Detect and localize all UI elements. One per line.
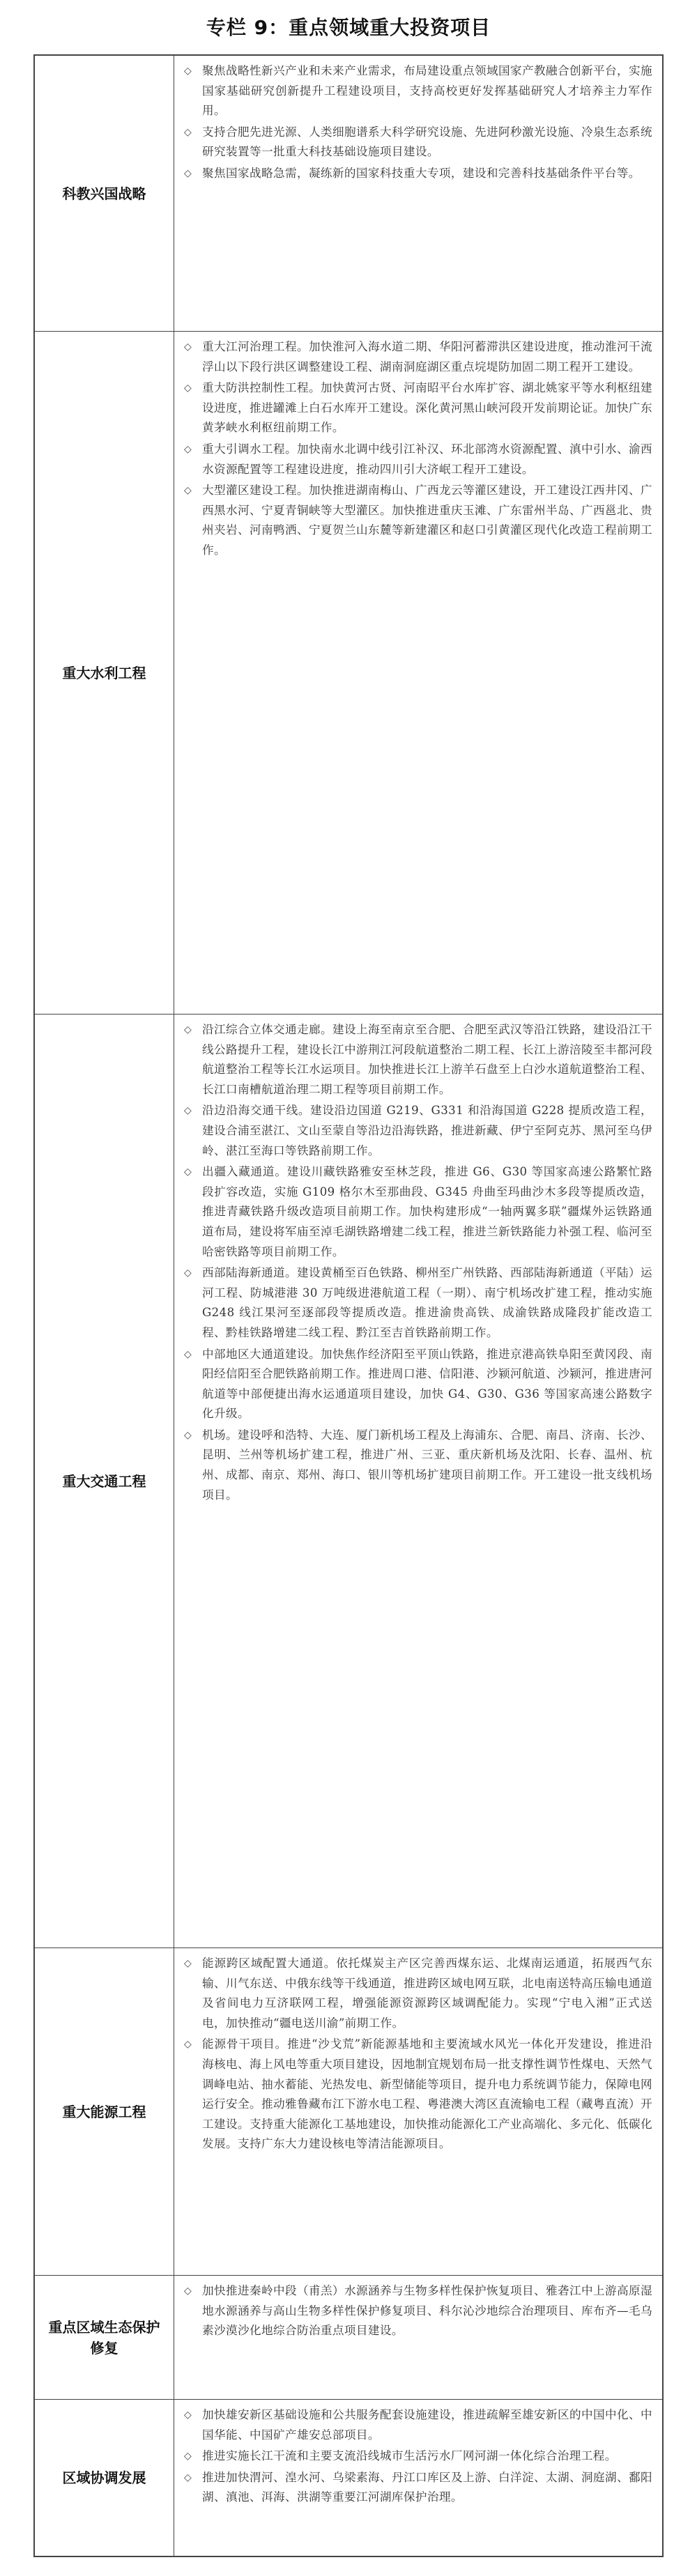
row-content <box>174 1015 662 1948</box>
list-item <box>184 2035 652 2154</box>
diamond-bullet-icon: ◇ <box>184 2409 192 2421</box>
item-text: 沿边沿海交通干线。建设沿边国道 G219、G331 和沿海国道 G228 提质改造工程，建设合浦至湛江、文山至蒙自等沿边沿海铁路，推进新藏、伊宁至阿克苏、黑河至乌伊岭、湛江至海口等铁路前期工作。 <box>202 1104 652 1157</box>
row-content <box>174 332 662 1014</box>
item-text: 重大防洪控制性工程。加快黄河古贤、河南昭平台水库扩容、湖北姚家平等水利枢纽建设进度，推进罐滩上白石水库开工建设。深化黄河黑山峡河段开发前期论证。加快广东黄茅峡水利枢纽前期工作。 <box>202 381 652 435</box>
diamond-bullet-icon: ◇ <box>184 167 192 179</box>
list-item <box>184 1101 652 1161</box>
diamond-bullet-icon: ◇ <box>184 443 192 455</box>
row-content <box>174 56 662 331</box>
list-item <box>184 440 652 479</box>
diamond-bullet-icon: ◇ <box>184 2039 192 2051</box>
diamond-bullet-icon: ◇ <box>184 1348 192 1360</box>
diamond-bullet-icon: ◇ <box>184 2451 192 2462</box>
item-text: 中部地区大通道建设。加快焦作经济阳至平顶山铁路，推进京港高铁阜阳至黄冈段、南阳经信阳至合肥铁路前期工作。推进周口港、信阳港、沙颍河航道、沙颍河，推进唐河航道等中部便捷出海水运通道项目建设，加快 G4、G30、G36 等国家高速公路数字化升级。 <box>202 1347 652 1421</box>
diamond-bullet-icon: ◇ <box>184 1024 192 1035</box>
list-item <box>184 164 652 184</box>
row-category-label: 重大水利工程 <box>35 332 174 1014</box>
table-row <box>35 2399 662 2556</box>
row-content <box>174 2276 662 2399</box>
item-text: 推进实施长江干流和主要支流沿线城市生活污水厂网河湖一体化综合治理工程。 <box>202 2449 617 2463</box>
diamond-bullet-icon: ◇ <box>184 383 192 394</box>
list-item <box>184 2468 652 2508</box>
diamond-bullet-icon: ◇ <box>184 2285 192 2297</box>
table-row <box>35 1014 662 1948</box>
list-item <box>184 2446 652 2467</box>
item-text: 加快推进秦岭中段（甫羔）水源涵养与生物多样性保护恢复项目、雅砻江中上游高原湿地水源涵养与高山生物多样性保护修复项目、科尔沁沙地综合治理项目、库布齐—毛乌素沙漠沙化地综合防治重点项目建设。 <box>202 2284 652 2338</box>
diamond-bullet-icon: ◇ <box>184 1267 192 1279</box>
item-text: 加快雄安新区基础设施和公共服务配套设施建设，推进疏解至雄安新区的中国中化、中国华能、中国矿产雄安总部项目。 <box>202 2408 652 2442</box>
table-row <box>35 331 662 1014</box>
table-row <box>35 2275 662 2399</box>
page-title: 专栏 9：重点领域重大投资项目 <box>206 16 491 39</box>
item-text: 能源跨区域配置大通道。依托煤炭主产区完善西煤东运、北煤南运通道，拓展西气东输、川气东送、中俄东线等干线通道，推进跨区域电网互联，北电南送特高压输电通道及省间电力互济联网工程，增强能源资源跨区域调配能力。实现“宁电入湘”正式送电，加快推动“疆电送川渝”前期工作。 <box>202 1957 652 2030</box>
item-text: 推进加快渭河、湟水河、乌梁素海、丹江口库区及上游、白洋淀、太湖、洞庭湖、鄱阳湖、滇池、洱海、洪湖等重要江河湖库保护治理。 <box>202 2470 652 2504</box>
item-text: 出疆入藏通道。建设川藏铁路雅安至林芝段，推进 G6、G30 等国家高速公路繁忙路段扩容改造，实施 G109 格尔木至那曲段、G345 舟曲至玛曲沙木多段等提质改造，推进青藏铁路升级改造项目前期工作。加快构建形成“一轴两翼多联”疆煤外运铁路通道布局，建设将军庙至淖毛湖铁路增建二线工程，推进兰新铁路能力补强工程、临河至哈密铁路等项目前期工作。 <box>202 1165 652 1258</box>
list-item <box>184 61 652 121</box>
list-item <box>184 1263 652 1343</box>
row-category-label: 重大交通工程 <box>35 1015 174 1948</box>
list-item <box>184 1954 652 2033</box>
list-item <box>184 337 652 377</box>
item-text: 沿江综合立体交通走廊。建设上海至南京至合肥、合肥至武汉等沿江铁路，建设沿江干线公路提升工程，建设长江中游荆江河段航道整治二期工程、长江上游涪陵至丰都河段航道整治工程等长江水运项目。加快推进长江上游羊石盘至上白沙水道航道整治工程、长江口南槽航道治理二期工程等项目前期工作。 <box>202 1023 652 1096</box>
list-item <box>184 378 652 438</box>
table-row <box>35 56 662 331</box>
list-item <box>184 123 652 162</box>
diamond-bullet-icon: ◇ <box>184 1105 192 1117</box>
row-category-label: 重点区域生态保护修复 <box>35 2276 174 2399</box>
diamond-bullet-icon: ◇ <box>184 126 192 138</box>
diamond-bullet-icon: ◇ <box>184 65 192 77</box>
diamond-bullet-icon: ◇ <box>184 485 192 497</box>
investment-projects-table <box>33 54 664 2557</box>
diamond-bullet-icon: ◇ <box>184 2471 192 2483</box>
table-row <box>35 1948 662 2275</box>
item-text: 大型灌区建设工程。加快推进湖南梅山、广西龙云等灌区建设，开工建设江西井冈、广西黑水河、宁夏青铜峡等大型灌区。加快推进重庆玉滩、广东雷州半岛、广西邕北、贵州夹岩、河南鸭洒、宁夏贺兰山东麓等新建灌区和赵口引黄灌区现代化改造工程前期工作。 <box>202 484 652 557</box>
row-category-label: 科教兴国战略 <box>35 56 174 331</box>
list-item <box>184 2281 652 2341</box>
list-item <box>184 2405 652 2445</box>
item-text: 支持合肥先进光源、人类细胞谱系大科学研究设施、先进阿秒激光设施、冷泉生态系统研究装置等一批重大科技基础设施项目建设。 <box>202 125 652 159</box>
list-item <box>184 1162 652 1262</box>
diamond-bullet-icon: ◇ <box>184 1166 192 1178</box>
diamond-bullet-icon: ◇ <box>184 1958 192 1969</box>
row-content <box>174 1948 662 2275</box>
item-text: 重大引调水工程。加快南水北调中线引江补汉、环北部湾水资源配置、滇中引水、渝西水资源配置等工程建设进度，推动四川引大济岷工程开工建设。 <box>202 442 652 476</box>
diamond-bullet-icon: ◇ <box>184 1429 192 1441</box>
row-content <box>174 2400 662 2556</box>
item-text: 聚焦国家战略急需，凝练新的国家科技重大专项，建设和完善科技基础条件平台等。 <box>202 166 641 180</box>
item-text: 重大江河治理工程。加快淮河入海水道二期、华阳河蓄滞洪区建设进度，推动淮河干流浮山以下段行洪区调整建设工程、湖南洞庭湖区重点垸堤防加固二期工程开工建设。 <box>202 340 652 373</box>
row-category-label: 区域协调发展 <box>35 2400 174 2556</box>
diamond-bullet-icon: ◇ <box>184 341 192 353</box>
item-text: 聚焦战略性新兴产业和未来产业需求，布局建设重点领域国家产教融合创新平台，实施国家基础研究创新提升工程建设项目，支持高校更好发挥基础研究人才培养主力军作用。 <box>202 64 652 118</box>
list-item <box>184 1345 652 1424</box>
item-text: 能源骨干项目。推进“沙戈荒”新能源基地和主要流域水风光一体化开发建设，推进沿海核电、海上风电等重大项目建设，因地制宜规划布局一批支撑性调节性煤电、天然气调峰电站、抽水蓄能、光热发电、新型储能等项目，提升电力系统调节能力，保障电网运行安全。推动雅鲁藏布江下游水电工程、粤港澳大湾区直流输电工程（藏粤直流）开工建设。支持重大能源化工基地建设，加快推动能源化工产业高端化、多元化、低碳化发展。支持广东大力建设核电等清洁能源项目。 <box>202 2037 652 2151</box>
item-text: 机场。建设呼和浩特、大连、厦门新机场工程及上海浦东、合肥、南昌、济南、长沙、昆明、兰州等机场扩建工程，推进广州、三亚、重庆新机场及沈阳、长春、温州、杭州、成都、南京、郑州、海口、银川等机场扩建项目前期工作。开工建设一批支线机场项目。 <box>202 1428 652 1502</box>
list-item <box>184 1020 652 1100</box>
list-item <box>184 481 652 560</box>
row-category-label: 重大能源工程 <box>35 1948 174 2275</box>
list-item <box>184 1426 652 1505</box>
item-text: 西部陆海新通道。建设黄桶至百色铁路、柳州至广州铁路、西部陆海新通道（平陆）运河工程、防城港港 30 万吨级进港航道工程（一期）、南宁机场改扩建工程，推动实施 G248 线江果河至逐部段等提质改造。推进渝贵高铁、成渝铁路成隆段扩能改造工程、黔桂铁路增建二线工程、黔江至吉首铁路前期工作。 <box>202 1266 652 1339</box>
